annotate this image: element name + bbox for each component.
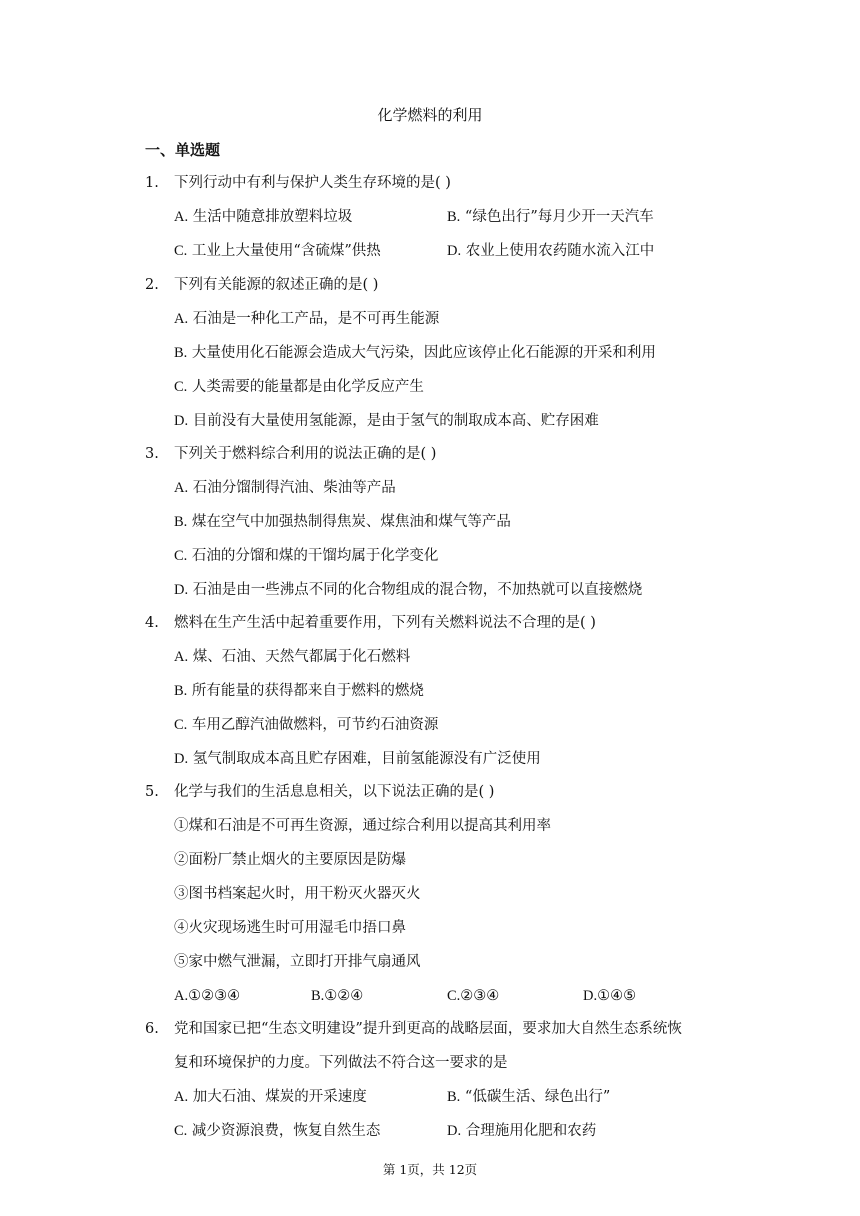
question-stem: 下列有关能源的叙述正确的是( ) xyxy=(174,277,379,293)
option-a: A. 煤、石油、天然气都属于化石燃料 xyxy=(174,649,411,665)
statement-4: ④火灾现场逃生时可用湿毛巾捂口鼻 xyxy=(174,920,406,936)
statement-1: ①煤和石油是不可再生资源，通过综合利用以提高其利用率 xyxy=(174,818,551,834)
option-a: A. 石油分馏制得汽油、柴油等产品 xyxy=(174,480,396,496)
option-d: D.①④⑤ xyxy=(583,988,637,1004)
question-5 xyxy=(145,775,745,1015)
option-d: D. 农业上使用农药随水流入江中 xyxy=(447,243,655,259)
question-number: 5. xyxy=(145,784,159,800)
option-c: C. 工业上大量使用“含硫煤”供热 xyxy=(174,243,381,259)
option-a: A.①②③④ xyxy=(174,988,241,1004)
option-c: C. 车用乙醇汽油做燃料，可节约石油资源 xyxy=(174,717,439,733)
question-stem: 燃料在生产生活中起着重要作用，下列有关燃料说法不合理的是( ) xyxy=(174,615,596,631)
option-a: A. 石油是一种化工产品，是不可再生能源 xyxy=(174,311,440,327)
option-a: A. 加大石油、煤炭的开采速度 xyxy=(174,1089,367,1105)
option-b: B. 煤在空气中加强热制得焦炭、煤焦油和煤气等产品 xyxy=(174,514,511,530)
question-1 xyxy=(145,166,745,276)
option-b: B. “绿色出行”每月少开一天汽车 xyxy=(447,209,654,225)
statement-3: ③图书档案起火时，用干粉灭火器灭火 xyxy=(174,886,421,902)
statement-5: ⑤家中燃气泄漏，立即打开排气扇通风 xyxy=(174,954,421,970)
option-c: C.②③④ xyxy=(447,988,500,1004)
question-2 xyxy=(145,268,745,438)
page-footer: 第 1页，共 12页 xyxy=(382,1162,478,1177)
question-4 xyxy=(145,606,745,776)
option-b: B. 大量使用化石能源会造成大气污染，因此应该停止化石能源的开采和利用 xyxy=(174,345,656,361)
question-number: 3. xyxy=(145,446,159,462)
question-number: 1. xyxy=(145,175,159,191)
question-stem: 下列行动中有利与保护人类生存环境的是( ) xyxy=(174,175,451,191)
option-b: B. “低碳生活、绿色出行” xyxy=(447,1089,611,1105)
question-stem-continued: 复和环境保护的力度。下列做法不符合这一要求的是 xyxy=(174,1055,508,1071)
option-d: D. 目前没有大量使用氢能源，是由于氢气的制取成本高、贮存困难 xyxy=(174,413,599,429)
option-c: C. 减少资源浪费，恢复自然生态 xyxy=(174,1123,381,1139)
question-number: 2. xyxy=(145,277,159,293)
question-stem: 化学与我们的生活息息相关，以下说法正确的是( ) xyxy=(174,784,495,800)
option-c: C. 石油的分馏和煤的干馏均属于化学变化 xyxy=(174,548,439,564)
question-number: 4. xyxy=(145,615,159,631)
document-title: 化学燃料的利用 xyxy=(377,106,483,124)
option-a: A. 生活中随意排放塑料垃圾 xyxy=(174,209,353,225)
option-d: D. 氢气制取成本高且贮存困难，目前氢能源没有广泛使用 xyxy=(174,751,541,767)
statement-2: ②面粉厂禁止烟火的主要原因是防爆 xyxy=(174,852,406,868)
option-b: B. 所有能量的获得都来自于燃料的燃烧 xyxy=(174,683,424,699)
question-3 xyxy=(145,437,745,607)
question-stem: 下列关于燃料综合利用的说法正确的是( ) xyxy=(174,446,437,462)
question-6 xyxy=(145,1012,745,1152)
question-number: 6. xyxy=(145,1021,159,1037)
option-d: D. 石油是由一些沸点不同的化合物组成的混合物，不加热就可以直接燃烧 xyxy=(174,582,643,598)
option-b: B.①②④ xyxy=(311,988,364,1004)
option-c: C. 人类需要的能量都是由化学反应产生 xyxy=(174,379,424,395)
question-stem: 党和国家已把“生态文明建设”提升到更高的战略层面，要求加大自然生态系统恢 xyxy=(174,1021,682,1037)
section-heading: 一、单选题 xyxy=(145,141,221,159)
option-d: D. 合理施用化肥和农药 xyxy=(447,1123,597,1139)
